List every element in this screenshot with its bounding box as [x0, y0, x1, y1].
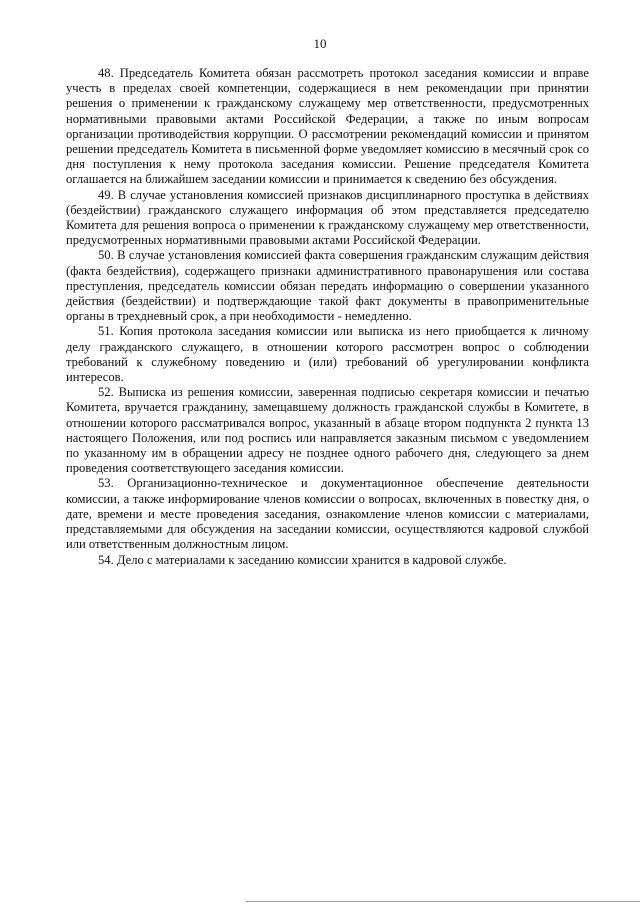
document-body — [66, 66, 589, 568]
paragraph-52: 52. Выписка из решения комиссии, заверенная подписью секретаря комиссии и печатью Комитета, вручается гражданину, замещавшему должность гражданской службы в Комитете, в отношении которого рассматривался вопрос, указанный в абзаце втором подпункта 2 пункта 13 настоящего Положения, или под роспись или направляется заказным письмом с уведомлением по указанному им в обращении адресу не позднее одного рабочего дня, следующего за днем проведения соответствующего заседания комиссии. — [66, 385, 589, 476]
paragraph-54: 54. Дело с материалами к заседанию комиссии хранится в кадровой службе. — [98, 552, 507, 567]
page-number: 10 — [313, 36, 327, 51]
paragraph-50: 50. В случае установления комиссией факта совершения гражданским служащим действия (факта бездействия), содержащего признаки административного правонарушения или состава преступления, председатель комиссии обязан передать информацию о совершении указанного действия (бездействии) и подтверждающие такой факт документы в правоприменительные органы в трехдневный срок, а при необходимости - немедленно. — [66, 248, 589, 324]
paragraph-53: 53. Организационно-техническое и документационное обеспечение деятельности комиссии, а также информирование членов комиссии о вопросах, включенных в повестку дня, о дате, времени и месте проведения заседания, ознакомление членов комиссии с материалами, представляемыми для обсуждения на заседании комиссии, осуществляются кадровой службой или ответственным должностным лицом. — [66, 476, 589, 552]
scan-edge-line — [246, 901, 640, 902]
paragraph-49: 49. В случае установления комиссией признаков дисциплинарного проступка в действиях (бездействии) гражданского служащего информация об этом представляется председателю Комитета для решения вопроса о применении к гражданскому служащему мер ответственности, предусмотренных нормативными правовыми актами Российской Федерации. — [66, 187, 589, 248]
paragraph-48: 48. Председатель Комитета обязан рассмотреть протокол заседания комиссии и вправе учесть в пределах своей компетенции, содержащиеся в нем рекомендации при принятии решения о применении к гражданскому служащему мер ответственности, предусмотренных нормативными правовыми актами Российской Федерации, а также по иным вопросам организации противодействия коррупции. О рассмотрении рекомендаций комиссии и принятом решении председатель Комитета в письменной форме уведомляет комиссию в месячный срок со дня поступления к нему протокола заседания комиссии. Решение председателя Комитета оглашается на ближайшем заседании комиссии и принимается к сведению без обсуждения. — [66, 66, 589, 187]
paragraph-51: 51. Копия протокола заседания комиссии или выписка из него приобщается к личному делу гражданского служащего, в отношении которого рассмотрен вопрос о соблюдении требований к служебному поведению и (или) требований об урегулировании конфликта интересов. — [66, 324, 589, 385]
